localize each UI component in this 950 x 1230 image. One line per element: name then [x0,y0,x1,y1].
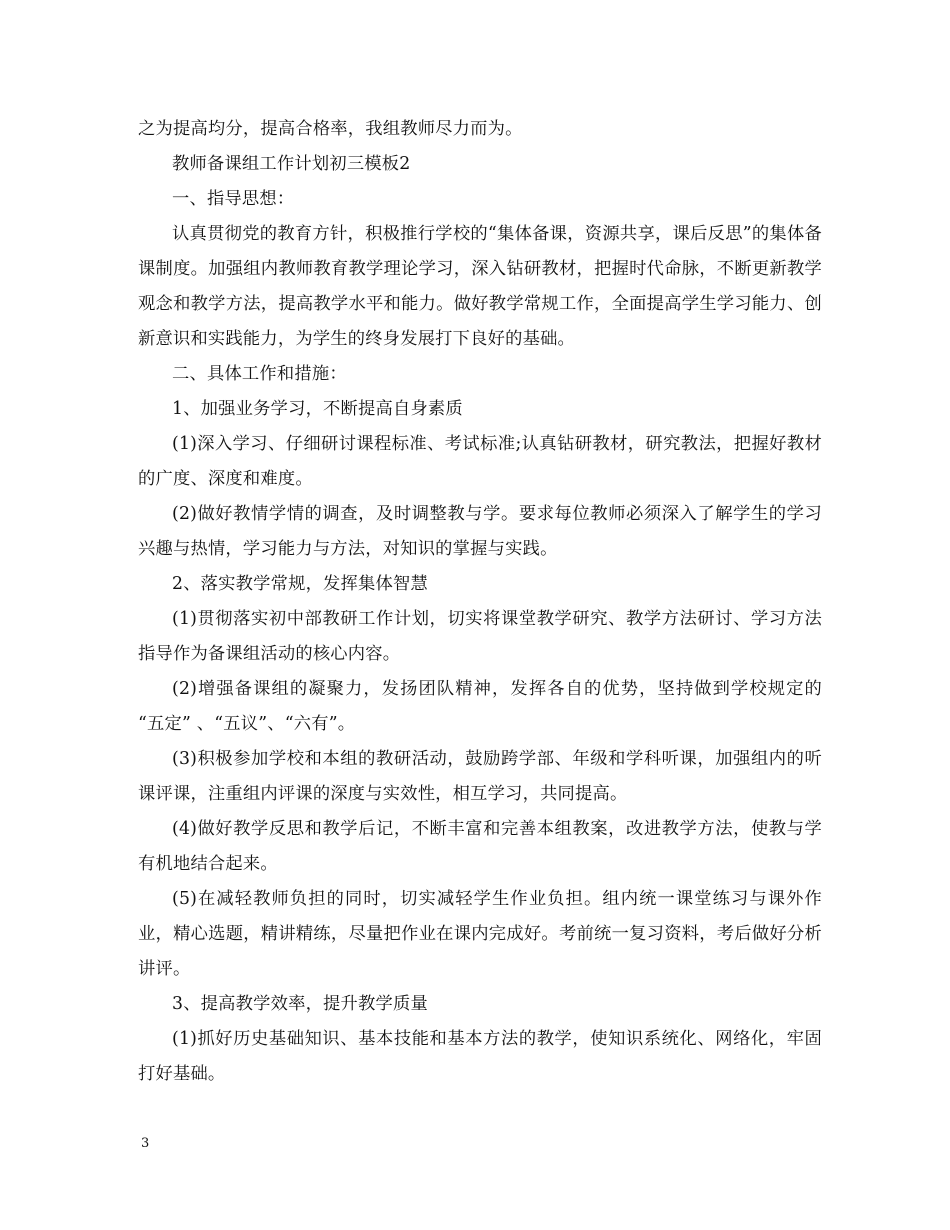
item-2-3: (3)积极参加学校和本组的教研活动，鼓励跨学部、年级和学科听课，加强组内的听课评课，注重组内评课的深度与实效性，相互学习，共同提高。 [138,749,822,804]
paragraph-continuation: 之为提高均分，提高合格率，我组教师尽力而为。 [138,119,523,139]
page-number: 3 [141,1136,150,1151]
subheading-1: 1、加强业务学习，不断提高自身素质 [172,399,463,419]
subheading-2: 2、落实教学常规，发挥集体智慧 [172,574,428,594]
item-3-1: (1)抓好历史基础知识、基本技能和基本方法的教学，使知识系统化、网络化，牢固打好基础。 [138,1029,822,1084]
paragraph-guiding-thought: 认真贯彻党的教育方针，积极推行学校的“集体备课，资源共享，课后反思”的集体备课制度。加强组内教师教育教学理论学习，深入钻研教材，把握时代命脉，不断更新教学观念和教学方法，提高教学水平和能力。做好教学常规工作，全面提高学生学习能力、创新意识和实践能力，为学生的终身发展打下良好的基础。 [138,224,822,349]
item-2-4: (4)做好教学反思和教学后记，不断丰富和完善本组教案，改进教学方法，使教与学有机地结合起来。 [138,819,822,874]
item-2-1: (1)贯彻落实初中部教研工作计划，切实将课堂教学研究、教学方法研讨、学习方法指导作为备课组活动的核心内容。 [138,609,822,664]
heading-guiding-thought: 一、指导思想： [172,189,295,209]
section-title: 教师备课组工作计划初三模板2 [172,154,411,174]
item-2-5: (5)在减轻教师负担的同时，切实减轻学生作业负担。组内统一课堂练习与课外作业，精心选题，精讲精练，尽量把作业在课内完成好。考前统一复习资料，考后做好分析讲评。 [138,889,822,979]
item-1-2: (2)做好教情学情的调查，及时调整教与学。要求每位教师必须深入了解学生的学习兴趣与热情，学习能力与方法，对知识的掌握与实践。 [138,504,822,559]
item-2-2: (2)增强备课组的凝聚力，发扬团队精神，发挥各自的优势，坚持做到学校规定的 “五定” 、“五议”、“六有”。 [138,679,822,734]
subheading-3: 3、提高教学效率，提升教学质量 [172,994,428,1014]
heading-work-measures: 二、具体工作和措施： [172,364,347,384]
item-1-1: (1)深入学习、仔细研讨课程标准、考试标准;认真钻研教材，研究教法，把握好教材的广度、深度和难度。 [138,434,822,489]
document-body [138,112,822,1092]
